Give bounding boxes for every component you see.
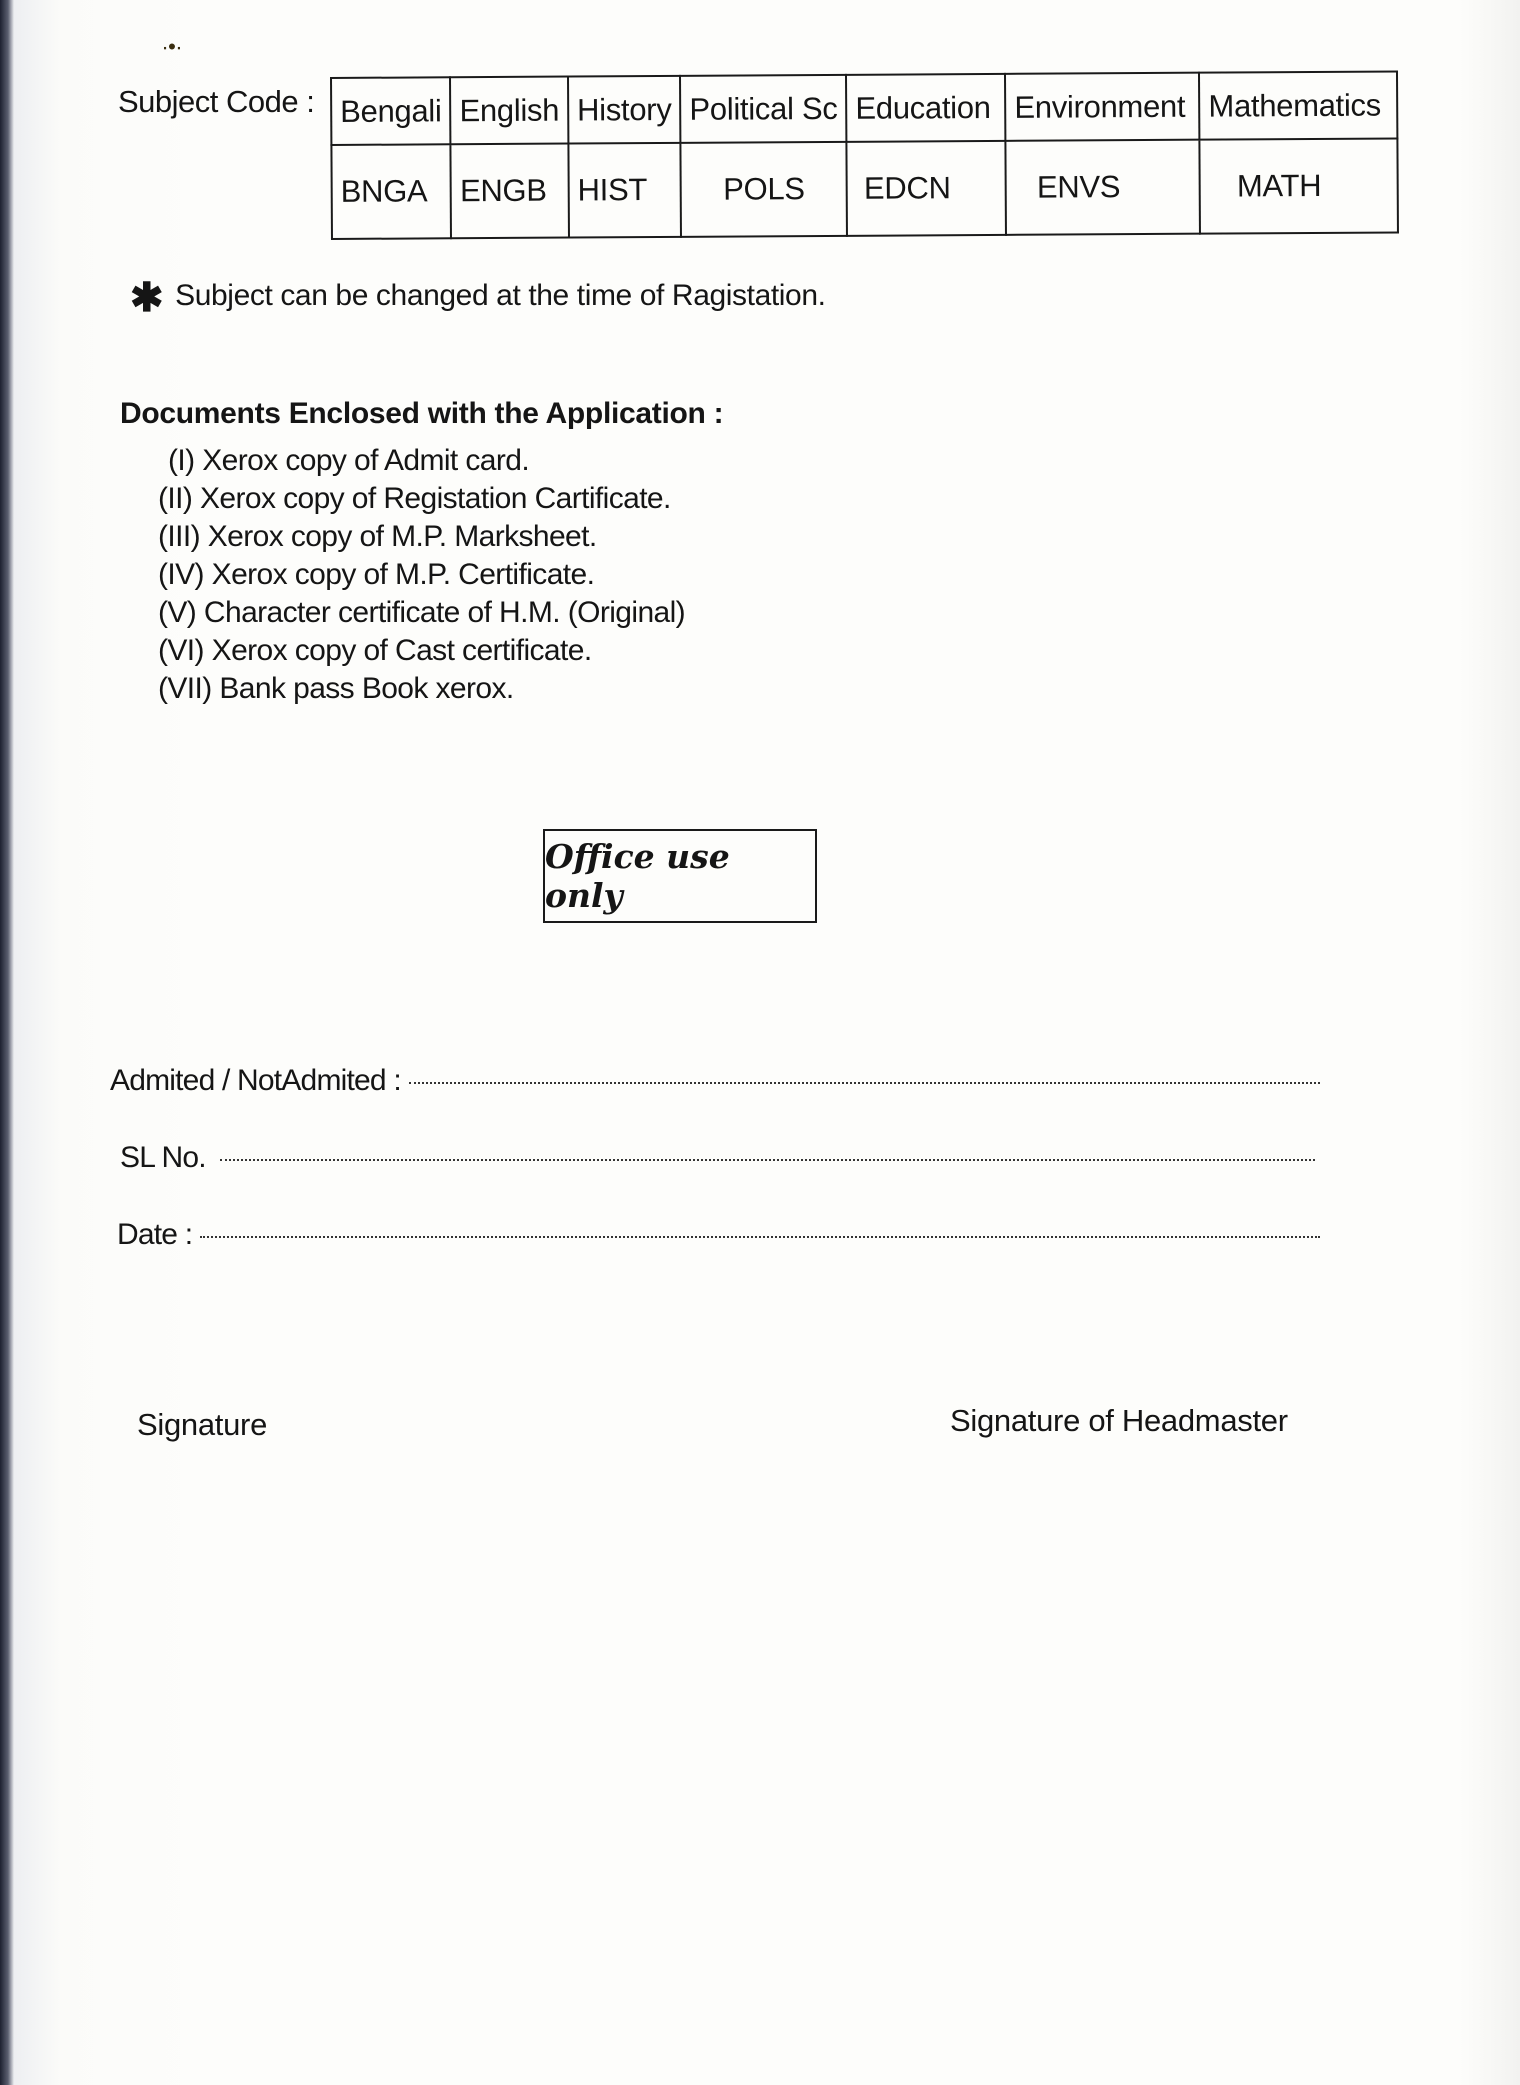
note-text: Subject can be changed at the time of Ragistation. (175, 279, 826, 312)
ink-specks: ∙•∙ (162, 34, 182, 59)
subject-name-cell: Education (846, 74, 1005, 142)
subject-code-table (330, 70, 1399, 240)
subject-code-cell: BNGA (331, 144, 451, 239)
admitted-dotted-line (409, 1082, 1320, 1084)
list-item: (III) Xerox copy of M.P. Marksheet. (158, 520, 597, 553)
subject-name-cell: Bengali (331, 77, 451, 145)
subject-name-cell: Environment (1005, 73, 1199, 141)
date-field[interactable] (117, 1218, 1320, 1252)
office-use-only-box (543, 829, 817, 923)
sl-no-field[interactable] (120, 1141, 1315, 1175)
subject-code-cell: HIST (568, 143, 681, 238)
subject-code-cell: ENVS (1006, 140, 1201, 235)
subject-code-cell: POLS (681, 142, 848, 237)
sl-no-dotted-line (220, 1159, 1315, 1161)
documents-heading: Documents Enclosed with the Application : (120, 397, 724, 430)
list-item: (II) Xerox copy of Registation Cartificate. (158, 482, 671, 515)
subject-code-cell: ENGB (451, 144, 569, 239)
list-item: (VII) Bank pass Book xerox. (158, 672, 514, 705)
sl-no-label: SL No. (120, 1141, 206, 1174)
headmaster-signature-label: Signature of Headmaster (950, 1403, 1288, 1438)
subject-name-cell: Political Sc (680, 75, 846, 143)
subject-name-cell: English (450, 77, 568, 145)
date-dotted-line (200, 1236, 1320, 1238)
subject-codes-row (331, 138, 1398, 239)
admitted-field[interactable] (110, 1064, 1320, 1098)
subject-code-cell: EDCN (847, 141, 1007, 236)
office-use-only-label: Office use only (545, 837, 730, 915)
list-item: (I) Xerox copy of Admit card. (168, 444, 530, 477)
subject-name-cell: Mathematics (1199, 71, 1397, 139)
subject-code-label: Subject Code : (118, 84, 315, 119)
list-item: (V) Character certificate of H.M. (Original) (158, 596, 686, 629)
documents-list (158, 442, 685, 708)
subject-name-cell: History (568, 76, 681, 144)
list-item: (VI) Xerox copy of Cast certificate. (158, 634, 592, 667)
page-edge-shadow (0, 0, 14, 2085)
date-label: Date : (117, 1218, 193, 1251)
subject-names-row (331, 71, 1398, 145)
admitted-label: Admited / NotAdmited : (110, 1064, 401, 1097)
subject-change-note (130, 275, 826, 321)
signature-label: Signature (137, 1407, 268, 1442)
list-item: (IV) Xerox copy of M.P. Certificate. (158, 558, 595, 591)
subject-code-cell: MATH (1200, 138, 1399, 233)
asterisk-icon: ✱ (130, 276, 164, 320)
